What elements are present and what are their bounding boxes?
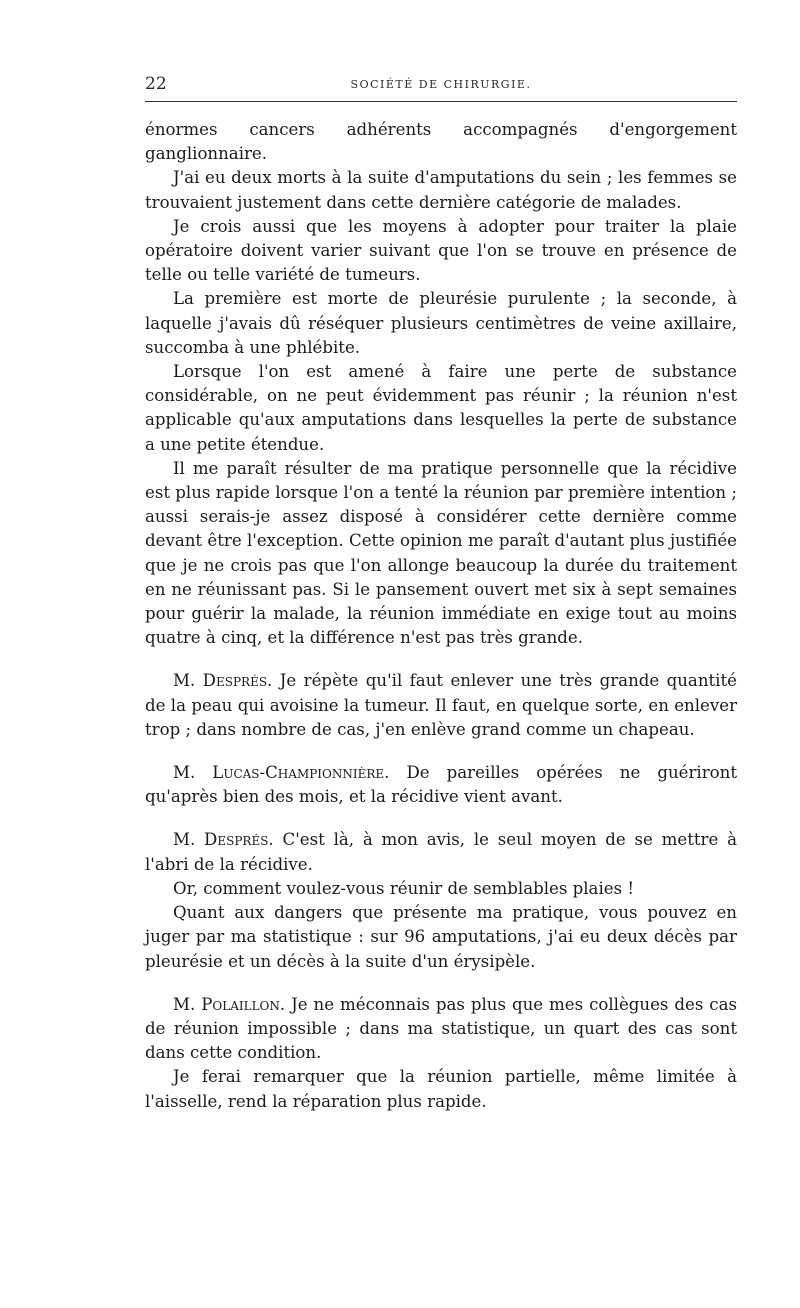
paragraph (145, 1065, 737, 1113)
body-text (145, 118, 737, 1114)
speaker-name: M. Després. (173, 830, 274, 850)
paragraph-text: énormes cancers adhérents accompagnés d'engorgement ganglionnaire. (145, 120, 737, 164)
paragraph-text: Or, comment voulez-vous réunir de semblables plaies ! (173, 878, 635, 898)
paragraph (145, 457, 737, 651)
paragraph (145, 360, 737, 457)
paragraph (145, 877, 737, 901)
paragraph-text: Il me paraît résulter de ma pratique personnelle que la récidive est plus rapide lorsque l'on a tenté la réunion par première intention ; aussi serais-je assez disposé à considérer cette dernière comme devant être l'exception. Cette opinion me paraît d'autant plus justifiée que je ne crois pas que l'on allonge beaucoup la durée du traitement en ne réunissant pas. Si le pansement ouvert met six à sept semaines pour guérir la malade, la réunion immédiate en exige tout au moins quatre à cinq, et la différence n'est pas très grande. (145, 458, 737, 648)
paragraph-text: Je ne méconnais pas plus que mes collègues des cas de réunion impossible ; dans ma statistique, un quart des cas sont dans cette condition. (145, 994, 738, 1063)
speech-paragraph (145, 669, 737, 742)
running-title: SOCIÉTÉ DE CHIRURGIE. (350, 78, 532, 91)
paragraph (145, 166, 737, 214)
paragraph (145, 215, 737, 288)
paragraph-text: Je ferai remarquer que la réunion partielle, même limitée à l'aisselle, rend la réparation plus rapide. (145, 1067, 737, 1111)
page-number: 22 (145, 74, 167, 94)
speaker-name: M. Després. (173, 671, 273, 691)
paragraph (145, 901, 737, 974)
paragraph-text: Lorsque l'on est amené à faire une perte de substance considérable, on ne peut évidemment pas réunir ; la réunion n'est applicable qu'aux amputations dans lesquelles la perte de substance a une petite étendue. (145, 362, 737, 454)
paragraph-text: Je crois aussi que les moyens à adopter pour traiter la plaie opératoire doivent varier suivant que l'on se trouve en présence de telle ou telle variété de tumeurs. (145, 216, 737, 285)
header-rule (145, 101, 737, 102)
paragraph-text: Je répète qu'il faut enlever une très grande quantité de la peau qui avoisine la tumeur. Il faut, en quelque sorte, en enlever trop ; dans nombre de cas, j'en enlève grand comme un chapeau. (145, 671, 737, 739)
paragraph-text: C'est là, à mon avis, le seul moyen de se mettre à l'abri de la récidive. (145, 830, 737, 874)
paragraph (145, 118, 737, 166)
speech-paragraph (145, 828, 737, 876)
paragraph-text: J'ai eu deux morts à la suite d'amputations du sein ; les femmes se trouvaient justement dans cette dernière catégorie de malades. (145, 168, 737, 212)
speech-paragraph (145, 993, 737, 1066)
paragraph (145, 287, 737, 360)
speech-paragraph (145, 761, 737, 809)
page-header (145, 70, 737, 100)
paragraph-text: De pareilles opérées ne guériront qu'après bien des mois, et la récidive vient avant. (145, 763, 737, 807)
speaker-name: M. Lucas-Championnière. (173, 763, 390, 783)
speaker-name: M. Polaillon. (173, 994, 286, 1014)
paragraph-text: La première est morte de pleurésie purulente ; la seconde, à laquelle j'avais dû réséquer plusieurs centimètres de veine axillaire, succomba à une phlébite. (145, 289, 737, 357)
paragraph-text: Quant aux dangers que présente ma pratique, vous pouvez en juger par ma statistique : sur 96 amputations, j'ai eu deux décès par pleurésie et un décès à la suite d'un érysipèle. (145, 903, 737, 971)
